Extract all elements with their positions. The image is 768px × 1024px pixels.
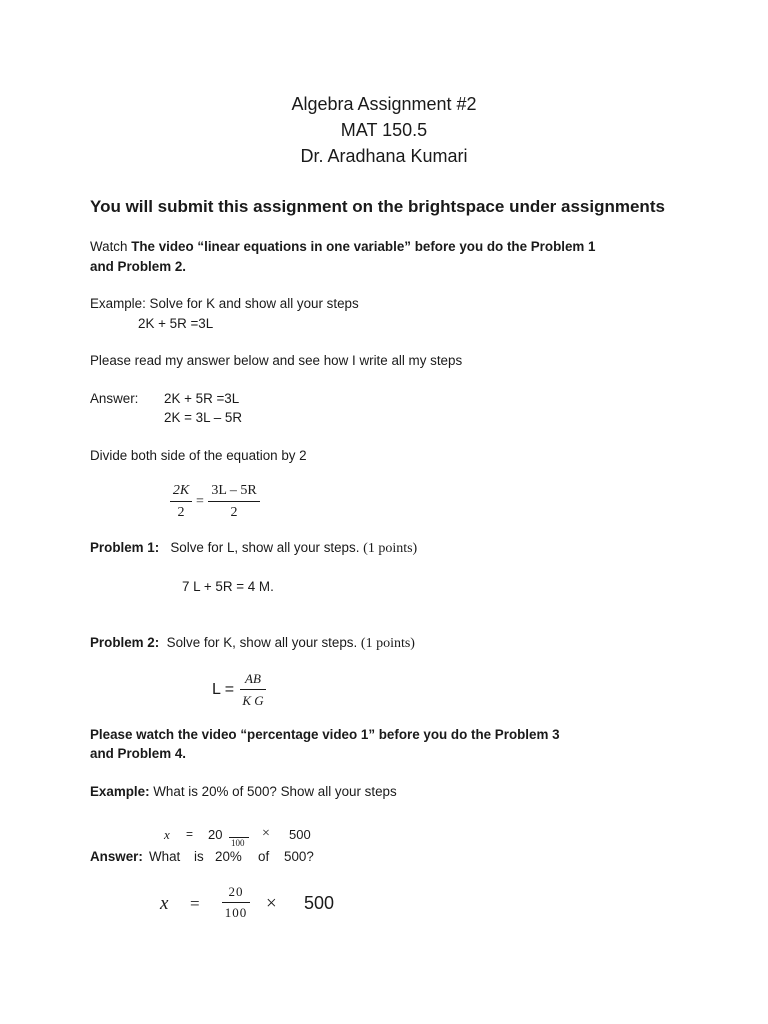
big-eq-equals: = bbox=[190, 894, 200, 913]
problem-2-text: Solve for K, show all your steps. bbox=[166, 635, 358, 650]
divide-note: Divide both side of the equation by 2 bbox=[90, 448, 307, 463]
course-code: MAT 150.5 bbox=[340, 120, 428, 140]
small-eq-x: x bbox=[164, 827, 170, 842]
watch-instruction bbox=[90, 239, 596, 254]
small-eq-denominator: 100 bbox=[231, 838, 245, 848]
answer-2-label: Answer: bbox=[90, 849, 143, 864]
answer-2-word-4: of bbox=[258, 849, 270, 864]
answer-2-word-5: 500? bbox=[284, 849, 314, 864]
small-eq-times: × bbox=[262, 826, 270, 841]
answer-step-1: 2K + 5R =3L bbox=[164, 391, 240, 406]
right-numerator: 3L – 5R bbox=[211, 483, 257, 498]
big-eq-fraction bbox=[222, 884, 250, 921]
watch-percentage-instruction: Please watch the video “percentage video 1” before you do the Problem 3 bbox=[90, 727, 560, 742]
answer-step-2: 2K = 3L – 5R bbox=[164, 410, 243, 425]
small-eq-equals: = bbox=[186, 827, 194, 841]
example-text: What is 20% of 500? Show all your steps bbox=[153, 784, 397, 799]
problem-2-denominator: K G bbox=[242, 693, 264, 708]
big-eq-fraction-bar bbox=[222, 902, 250, 903]
problem-2-lhs: L = bbox=[212, 681, 235, 698]
big-eq-numerator: 20 bbox=[228, 884, 244, 899]
big-eq-times: × bbox=[266, 893, 277, 914]
percentage-example bbox=[90, 784, 397, 799]
left-denominator: 2 bbox=[177, 505, 185, 520]
problem-2-numerator: AB bbox=[245, 671, 261, 686]
big-eq-x: x bbox=[160, 893, 169, 914]
answer-2-word-1: What bbox=[149, 849, 181, 864]
left-numerator: 2K bbox=[172, 483, 190, 498]
right-fraction bbox=[208, 483, 260, 521]
example-prompt: Example: Solve for K and show all your steps bbox=[90, 296, 359, 311]
answer-2-word-3: 20% bbox=[215, 849, 242, 864]
assignment-title: Algebra Assignment #2 bbox=[291, 94, 477, 114]
example-equation: 2K + 5R =3L bbox=[138, 316, 214, 331]
left-fraction-bar bbox=[170, 501, 192, 502]
problem-2-fraction bbox=[240, 671, 266, 709]
watch-instruction-continued: and Problem 2. bbox=[90, 259, 186, 274]
problem-2-fraction-bar bbox=[240, 689, 266, 690]
answer-2-word-2: is bbox=[194, 849, 204, 864]
problem-2-label: Problem 2: bbox=[90, 635, 160, 650]
example-label: Example: bbox=[90, 784, 150, 799]
left-fraction bbox=[170, 483, 192, 521]
problem-1 bbox=[90, 540, 417, 557]
watch-video-title: The video “linear equations in one variable” before you do the Problem 1 bbox=[131, 239, 596, 254]
right-fraction-bar bbox=[208, 501, 260, 502]
problem-1-label: Problem 1: bbox=[90, 540, 160, 555]
big-eq-denominator: 100 bbox=[224, 905, 248, 920]
read-note: Please read my answer below and see how I write all my steps bbox=[90, 353, 463, 368]
instructor-name: Dr. Aradhana Kumari bbox=[300, 146, 468, 166]
submission-note: You will submit this assignment on the brightspace under assignments bbox=[90, 197, 665, 216]
watch-prefix: Watch bbox=[90, 239, 132, 254]
big-eq-value: 500 bbox=[304, 893, 335, 913]
problem-1-points: (1 points) bbox=[363, 541, 418, 556]
problem-2 bbox=[90, 635, 415, 652]
problem-1-equation: 7 L + 5R = 4 M. bbox=[182, 579, 274, 594]
equals-sign: = bbox=[196, 494, 204, 509]
problem-2-points: (1 points) bbox=[360, 636, 415, 651]
problem-1-text: Solve for L, show all your steps. bbox=[170, 540, 360, 555]
small-eq-value: 500 bbox=[289, 827, 311, 842]
watch-percentage-instruction-continued: and Problem 4. bbox=[90, 746, 186, 761]
small-eq-numerator: 20 bbox=[208, 827, 223, 842]
right-denominator: 2 bbox=[230, 505, 238, 520]
answer-label: Answer: bbox=[90, 391, 139, 406]
